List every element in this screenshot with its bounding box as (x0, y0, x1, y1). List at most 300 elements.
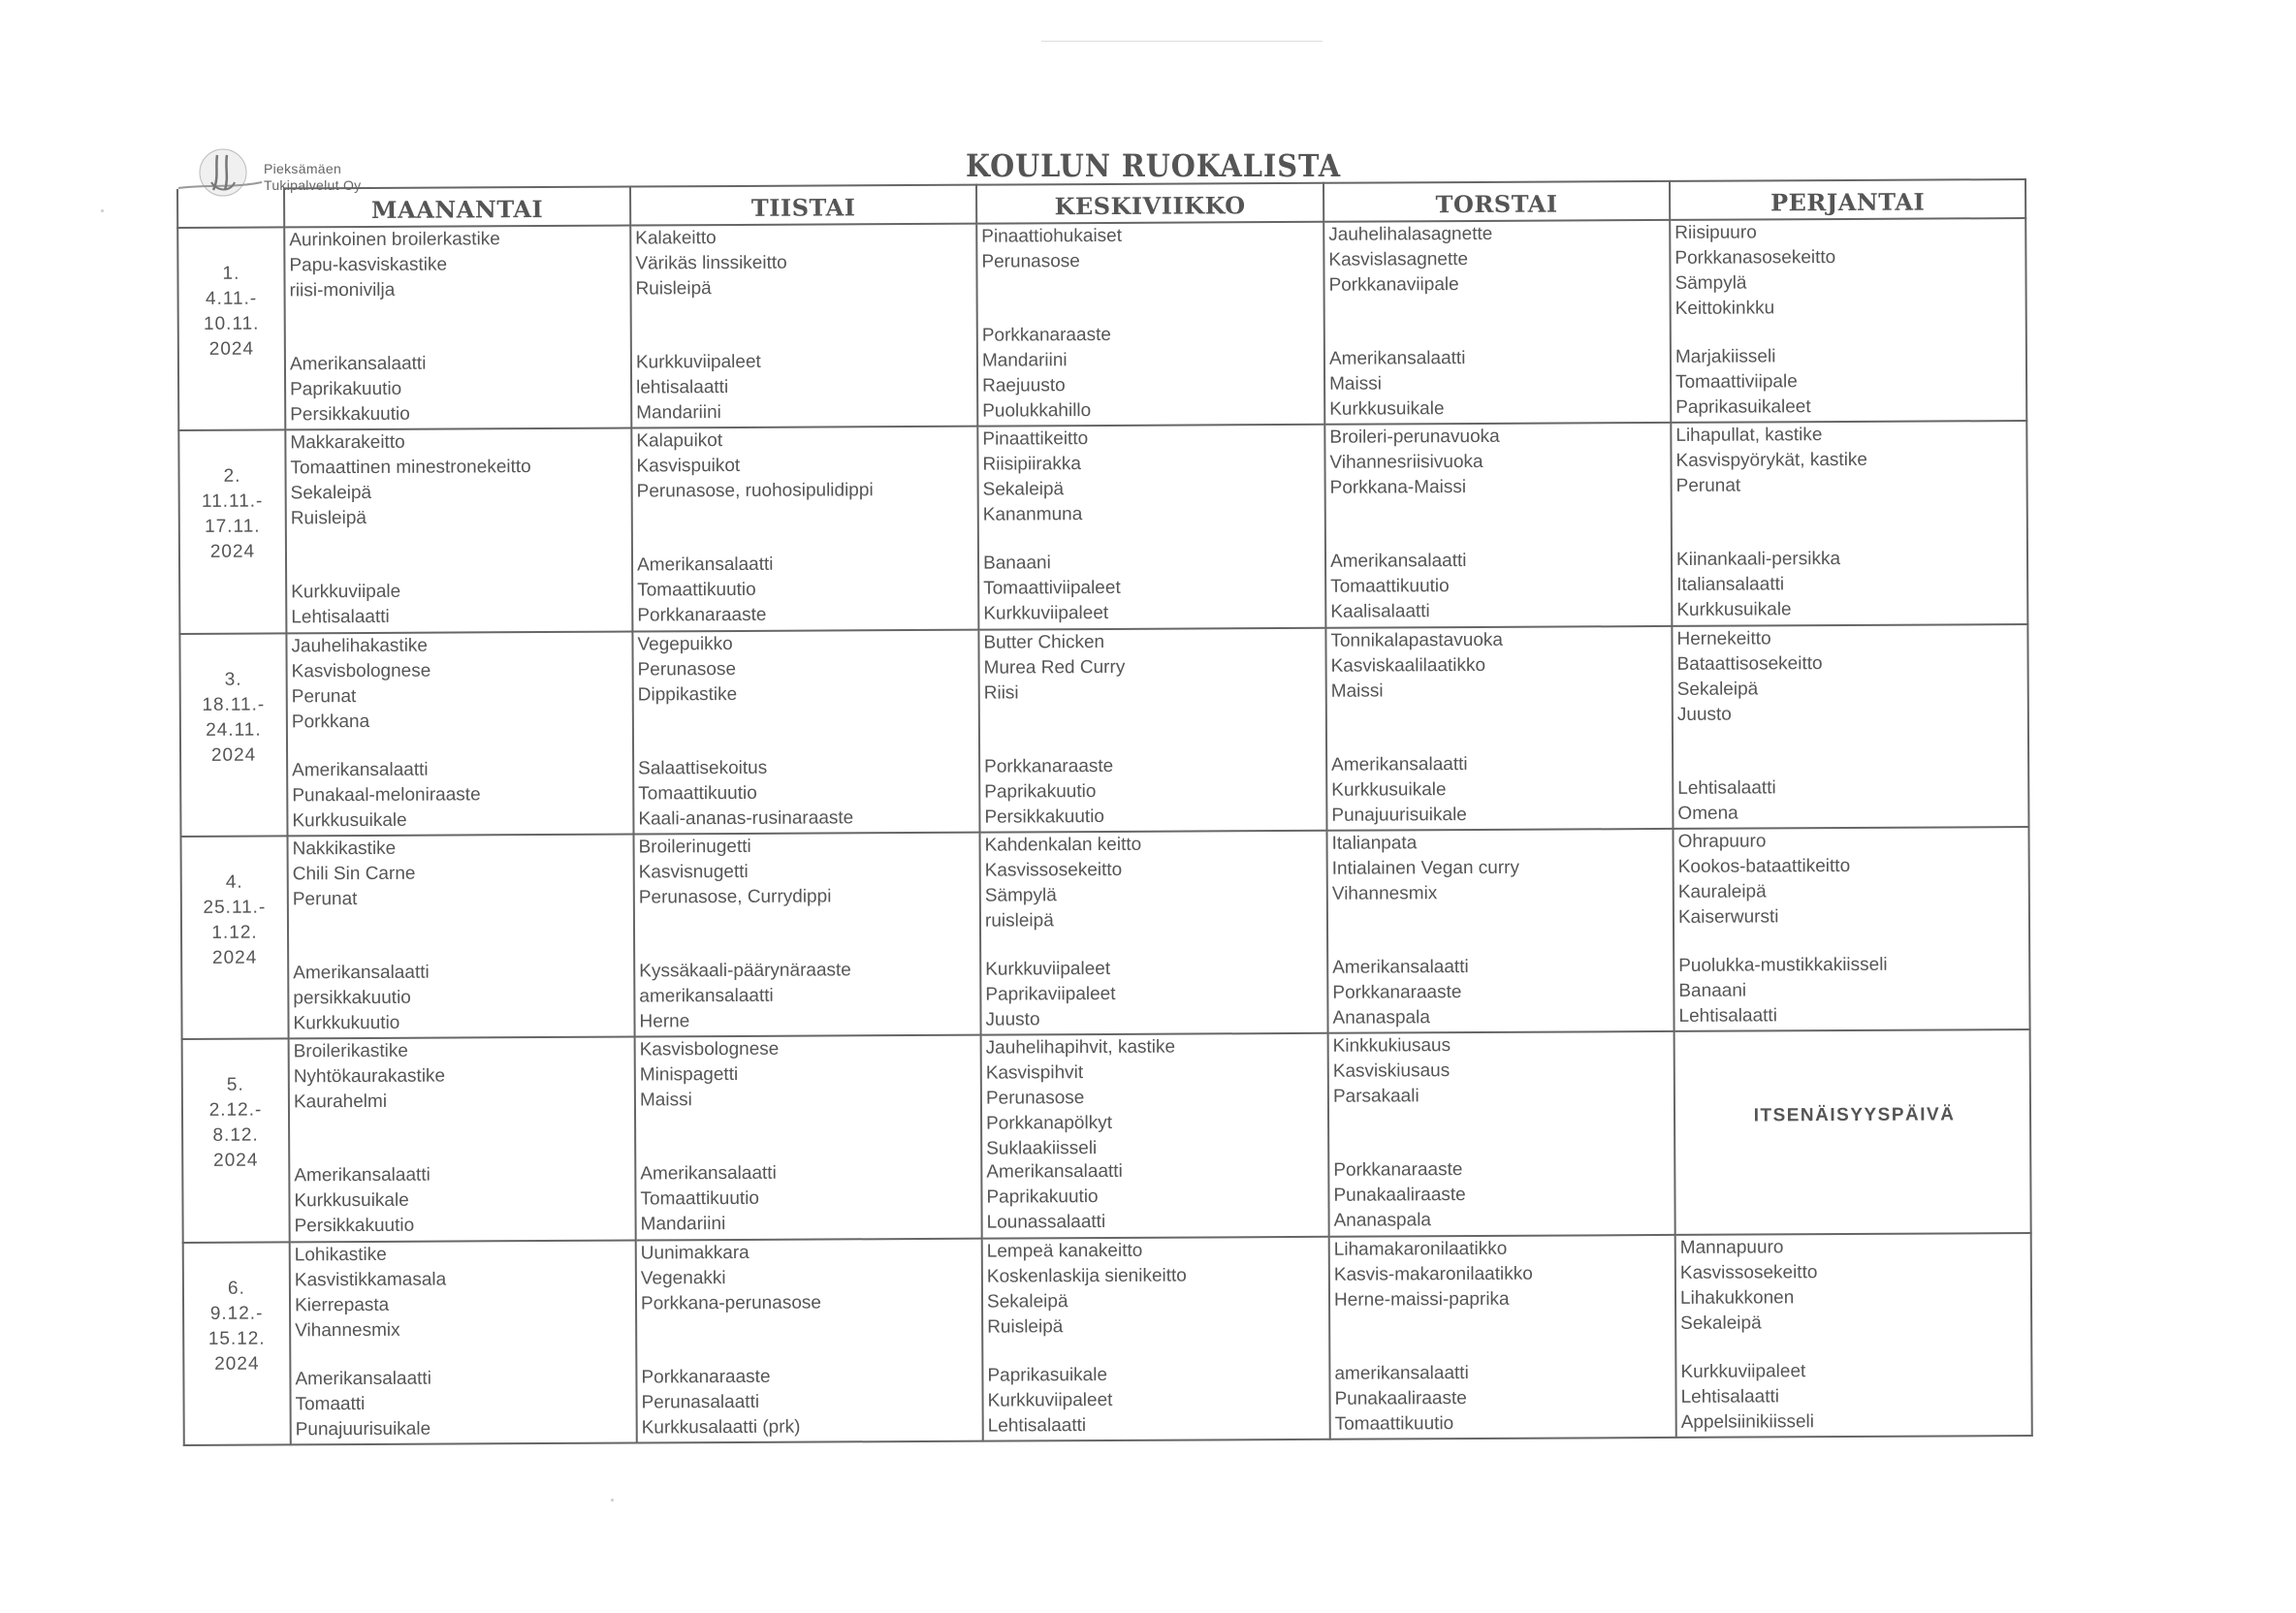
menu-item: Amerikansalaatti (986, 1161, 1123, 1183)
scan-speck (611, 1499, 614, 1502)
menu-item: Kauraleipä (1677, 881, 1767, 902)
menu-item: Lohikastike (294, 1244, 387, 1266)
day-cell (288, 835, 635, 1039)
day-cell (633, 833, 980, 1037)
menu-item: Kurkkukuutio (293, 1012, 400, 1034)
menu-item: Broilerinugetti (638, 836, 751, 858)
day-cell (977, 425, 1325, 629)
menu-item: amerikansalaatti (1334, 1362, 1469, 1384)
menu-item: Porkkana (291, 711, 370, 733)
side-dishes (983, 550, 1324, 627)
menu-item: Banaani (1678, 980, 1747, 1001)
menu-item: Raejuusto (982, 375, 1066, 396)
side-dishes (1678, 952, 2028, 1029)
menu-item: Kasviskaalilaatikko (1330, 654, 1486, 677)
menu-item: Perunasose (985, 1088, 1085, 1109)
menu-item: Amerikansalaatti (1331, 753, 1468, 775)
day-cell-content (641, 1239, 982, 1440)
main-dishes (290, 429, 631, 532)
menu-item: Kaiserwursti (1677, 906, 1779, 928)
menu-item: Porkkanaraaste (981, 324, 1111, 346)
main-dishes (635, 225, 975, 302)
week-range1: 25.11.- (203, 897, 267, 918)
day-cell (982, 1236, 1330, 1440)
menu-item: Kurkkusuikale (292, 809, 407, 832)
menu-item: Paprikakuutio (984, 780, 1097, 803)
day-cell-content (293, 836, 634, 1037)
menu-item: Punajuurisuikale (295, 1418, 431, 1440)
menu-item: Lihamakaronilaatikko (1333, 1238, 1508, 1260)
week-num: 2. (223, 465, 241, 488)
day-cell (284, 226, 631, 430)
day-cell (631, 427, 978, 631)
main-dishes (981, 223, 1323, 275)
day-cell (1328, 1031, 1675, 1236)
main-dishes (640, 1036, 980, 1114)
day-cell (1674, 1029, 2031, 1234)
week-num: 4. (225, 871, 243, 893)
menu-item: Lempeä kanakeitto (986, 1240, 1143, 1262)
side-dishes (290, 351, 630, 428)
day-cell (1325, 626, 1673, 831)
day-cell-content (1333, 1032, 1674, 1234)
menu-item: Herne-maissi-paprika (1333, 1288, 1510, 1311)
main-dishes (294, 1038, 634, 1116)
menu-item: Jauhelihalasagnette (1328, 223, 1493, 245)
side-dishes (984, 752, 1325, 830)
main-dishes (986, 1034, 1328, 1162)
menu-item: Mandariini (636, 402, 721, 424)
day-cell (1672, 624, 2028, 829)
menu-item: Tomaattikuutio (638, 782, 757, 805)
menu-item: Mandariini (981, 350, 1068, 371)
menu-item: Tomaattiviipaleet (983, 578, 1121, 599)
scan-artifact-line (1041, 41, 1323, 42)
menu-item: Jauhelihapihvit, kastike (985, 1036, 1176, 1059)
menu-item: Amerikansalaatti (289, 353, 427, 375)
menu-item: Kahdenkalan keitto (984, 834, 1142, 856)
day-cell (630, 224, 977, 428)
menu-item: Kasvispuikot (636, 456, 741, 477)
menu-item: Kyssäkaali-päärynäraaste (639, 960, 851, 982)
side-dishes (641, 1363, 981, 1440)
menu-item: Ananaspala (1333, 1210, 1432, 1232)
week-row (182, 1029, 2031, 1242)
menu-item: Kurkkuviipaleet (635, 351, 761, 373)
menu-item: Mannapuuro (1679, 1236, 1784, 1258)
week-range2: 17.11. (205, 516, 261, 538)
week-num: 5. (226, 1074, 244, 1096)
day-cell-content (294, 1038, 635, 1240)
main-dishes (1675, 422, 2025, 499)
menu-item: Punakaaliraaste (1334, 1387, 1467, 1409)
menu-item: Tomaattinen minestronekeitto (290, 457, 531, 479)
menu-item: Kinkkukiusaus (1332, 1035, 1451, 1058)
main-dishes (1680, 1234, 2031, 1337)
menu-item: Paprikakuutio (290, 378, 402, 400)
menu-item: Nyhtökaurakastike (293, 1065, 446, 1088)
menu-item: Kookos-bataattikeitto (1677, 855, 1851, 877)
menu-item: Kurkkuviipaleet (983, 603, 1109, 624)
menu-item: Porkkanaraaste (637, 605, 767, 626)
side-dishes (1676, 546, 2026, 623)
menu-item: Kasvisbolognese (639, 1039, 780, 1060)
menu-item: Makkarakeitto (290, 432, 405, 454)
day-cell (1673, 827, 2029, 1031)
menu-item: Kalapuikot (636, 430, 723, 452)
menu-item: Vegenakki (640, 1267, 726, 1289)
menu-item: Sekaleipä (1680, 1313, 1762, 1334)
week-row (179, 624, 2028, 837)
side-dishes (1680, 1358, 2030, 1436)
menu-item: Italiansalaatti (1676, 574, 1785, 596)
week-year: 2024 (213, 1150, 259, 1172)
day-cell-content (290, 429, 631, 631)
menu-item: Juusto (1676, 704, 1732, 725)
menu-item: Keittokinkku (1674, 298, 1775, 319)
week-range2: 15.12. (207, 1328, 266, 1349)
menu-item: Kurkkuviipale (291, 582, 401, 603)
menu-item: Porkkanaraaste (1332, 982, 1462, 1003)
menu-item: lehtisalaatti (636, 377, 729, 398)
week-num: 6. (227, 1278, 245, 1299)
menu-item: Sekaleipä (982, 479, 1065, 500)
week-row (178, 421, 2027, 633)
menu-item: Maissi (639, 1090, 692, 1111)
menu-item: Kasvispyörykät, kastike (1675, 450, 1868, 472)
day-cell-content (1328, 221, 1670, 423)
side-dishes (1330, 548, 1671, 625)
menu-item: Kurkkusalaatti (prk) (641, 1416, 801, 1439)
week-num: 3. (224, 669, 242, 690)
week-range1: 18.11.- (202, 694, 266, 715)
menu-item: Vegepuikko (637, 633, 733, 655)
menu-item: Lehtisalaatti (987, 1414, 1087, 1437)
menu-item: Kalakeitto (635, 228, 717, 249)
menu-item: Broileri-perunavuoka (1329, 427, 1500, 449)
menu-item: Intialainen Vegan curry (1331, 857, 1520, 879)
day-cell-content (291, 632, 632, 834)
side-dishes (1675, 343, 2025, 421)
week-range1: 4.11.- (205, 288, 258, 309)
day-cell-content (637, 630, 978, 832)
main-dishes (982, 426, 1324, 528)
menu-item: Minispagetti (639, 1064, 739, 1086)
menu-item: Perunat (291, 685, 357, 708)
day-cell-content (981, 223, 1323, 425)
menu-item: Pinaattiohukaiset (981, 225, 1123, 247)
menu-item: Perunat (292, 889, 358, 910)
menu-item: Mandariini (640, 1214, 726, 1235)
menu-item: Porkkanasosekeitto (1674, 247, 1836, 269)
day-cell (1329, 1235, 1676, 1439)
side-dishes (985, 956, 1326, 1033)
menu-item: Dippikastike (637, 683, 738, 706)
day-header: PERJANTAI (1670, 179, 2025, 220)
week-year: 2024 (210, 744, 257, 766)
side-dishes (295, 1365, 635, 1442)
side-dishes (987, 1361, 1328, 1439)
side-dishes (1332, 954, 1673, 1031)
menu-item: Kasvispihvit (985, 1062, 1084, 1084)
day-cell (976, 222, 1324, 427)
side-dishes (1677, 775, 2027, 827)
menu-item: Lounassalaatti (986, 1212, 1106, 1233)
menu-item: Aurinkoinen broilerkastike (289, 229, 500, 251)
menu-item: Kaalisalaatti (1330, 601, 1430, 623)
menu-item: Tomaatti (295, 1393, 366, 1415)
menu-item: Porkkana-Maissi (1329, 477, 1467, 499)
menu-item: Kurkkuviipaleet (1680, 1360, 1806, 1382)
company-name-line1: Pieksämäen (264, 161, 342, 176)
menu-item: amerikansalaatti (639, 985, 774, 1007)
menu-item: Lehtisalaatti (291, 607, 390, 628)
menu-item: ruisleipä (984, 910, 1054, 932)
menu-item: Koskenlaskija sienikeitto (986, 1265, 1187, 1287)
menu-item: Omena (1677, 803, 1738, 824)
menu-item: Puolukkahillo (982, 400, 1092, 422)
menu-item: Paprikasuikale (987, 1364, 1108, 1386)
week-label (182, 1039, 290, 1243)
menu-item: Perunasose (637, 658, 737, 680)
day-cell-content (1674, 219, 2025, 421)
menu-item: Herne (639, 1011, 690, 1032)
main-dishes (1679, 1030, 2029, 1032)
day-cell (286, 631, 633, 836)
menu-item: Bataattisosekeitto (1676, 652, 1823, 675)
day-cell-content (639, 834, 980, 1035)
menu-item: Kaurahelmi (293, 1091, 388, 1113)
main-dishes (1330, 627, 1671, 705)
day-cell (1670, 218, 2026, 423)
week-row (181, 827, 2030, 1039)
main-dishes (1677, 828, 2028, 931)
day-cell-content (1679, 1030, 2030, 1232)
menu-item: Butter Chicken (983, 631, 1105, 653)
menu-item: Salaattisekoitus (638, 757, 768, 779)
side-dishes (636, 349, 976, 427)
week-column-header (177, 188, 284, 228)
main-dishes (1674, 219, 2025, 322)
menu-item: Riisipuuro (1674, 222, 1757, 243)
week-year: 2024 (209, 541, 256, 563)
main-dishes (1331, 830, 1672, 907)
menu-item: Amerikansalaatti (636, 554, 774, 576)
menu-item: Tomaattikuutio (637, 580, 756, 601)
menu-item: Ruisleipä (290, 508, 367, 529)
side-dishes (637, 552, 977, 629)
menu-item: Kasvissosekeitto (984, 859, 1123, 881)
main-dishes (291, 632, 632, 735)
menu-item: Porkkana-perunasose (640, 1292, 821, 1314)
day-cell (978, 627, 1326, 832)
side-dishes (639, 958, 979, 1035)
day-cell (290, 1240, 637, 1444)
menu-item: Lehtisalaatti (1678, 1005, 1777, 1027)
week-label (178, 430, 286, 634)
scan-speck (101, 209, 104, 212)
menu-item: Amerikansalaatti (293, 962, 430, 984)
day-cell-content (987, 1237, 1329, 1439)
main-dishes (639, 834, 979, 911)
day-cell-content (1680, 1234, 2031, 1436)
menu-item: Chili Sin Carne (292, 863, 416, 885)
day-cell-content (1676, 625, 2027, 827)
page-title: KOULUN RUOKALISTA (966, 147, 1341, 184)
company-name-line2: Tukipalvelut Oy (264, 177, 362, 193)
menu-item: Kurkkusuikale (294, 1190, 409, 1212)
side-dishes (640, 1160, 980, 1238)
day-cell-content (1677, 828, 2028, 1029)
menu-item: Persikkakuutio (984, 806, 1105, 828)
menu-item: Paprikasuikaleet (1675, 396, 1811, 418)
week-range2: 8.12. (212, 1124, 259, 1147)
week-year: 2024 (214, 1353, 260, 1375)
side-dishes (638, 754, 978, 832)
menu-item: Persikkakuutio (294, 1216, 415, 1237)
menu-item: Maissi (1330, 680, 1384, 702)
menu-item: Amerikansalaatti (292, 759, 429, 781)
day-cell (1323, 220, 1671, 425)
main-dishes (1676, 625, 2027, 728)
menu-item: persikkakuutio (293, 987, 411, 1009)
menu-item: Kiinankaali-persikka (1675, 549, 1841, 571)
side-dishes (1329, 345, 1670, 423)
day-cell (285, 428, 632, 633)
menu-item: Riisi (983, 682, 1019, 704)
menu-item: Lihakukkonen (1679, 1286, 1795, 1309)
day-cell (981, 1033, 1329, 1238)
side-dishes (291, 579, 631, 631)
main-dishes (289, 227, 629, 304)
menu-item: Lihapullat, kastike (1675, 425, 1823, 447)
menu-item: Amerikansalaatti (1332, 957, 1469, 978)
menu-item: Tomaattikuutio (640, 1188, 760, 1210)
week-label (183, 1242, 291, 1445)
week-range2: 1.12. (211, 922, 258, 943)
menu-item: Porkkanaraaste (1333, 1159, 1463, 1182)
holiday-label: ITSENÄISYYSPÄIVÄ (1753, 1104, 1956, 1126)
menu-item: Paprikakuutio (986, 1186, 1099, 1208)
main-dishes (983, 628, 1324, 706)
menu-item: Kasviskiusaus (1332, 1060, 1451, 1083)
menu-item: Porkkanapölkyt (986, 1113, 1113, 1134)
main-dishes (1334, 1236, 1674, 1313)
menu-item: Paprikaviipaleet (985, 983, 1116, 1005)
menu-table (176, 178, 2033, 1446)
menu-item: Kurkkusuikale (1676, 599, 1792, 621)
menu-item: Perunasose (981, 251, 1080, 272)
side-dishes (293, 960, 633, 1037)
menu-item: Perunasalaatti (641, 1391, 760, 1413)
menu-item: Amerikansalaatti (640, 1163, 777, 1185)
menu-item: Punakaal-meloniraaste (292, 784, 481, 806)
day-cell-content (1331, 830, 1673, 1031)
menu-item: Ohrapuuro (1677, 831, 1767, 852)
menu-item: Hernekeitto (1676, 628, 1771, 649)
menu-item: Juusto (985, 1009, 1040, 1030)
menu-item: Punajuurisuikale (1331, 804, 1467, 826)
day-cell (1675, 1233, 2032, 1438)
menu-item: Puolukka-mustikkakiisseli (1678, 954, 1888, 976)
menu-item: Ananaspala (1332, 1007, 1430, 1028)
week-range2: 24.11. (206, 719, 262, 741)
menu-item: riisi-monivilja (289, 279, 396, 301)
day-cell-content (1330, 627, 1672, 829)
menu-item: Kurkkusuikale (1329, 398, 1445, 420)
menu-item: Kurkkuviipaleet (985, 958, 1111, 980)
day-header: KESKIVIIKKO (976, 183, 1323, 224)
main-dishes (987, 1237, 1329, 1340)
menu-item: Amerikansalaatti (1328, 348, 1466, 369)
day-cell (635, 1035, 982, 1240)
menu-item: Vihannesmix (1331, 883, 1438, 904)
week-range2: 10.11. (203, 313, 260, 334)
menu-item: Ruisleipä (987, 1315, 1064, 1338)
menu-item: Sekaleipä (290, 483, 372, 504)
menu-item: Kananmuna (982, 504, 1083, 525)
menu-item: Kasvissosekeitto (1679, 1261, 1818, 1283)
side-dishes (986, 1158, 1327, 1236)
day-cell-content (1329, 424, 1671, 625)
menu-item: Maissi (1329, 373, 1382, 395)
day-cell-content (984, 832, 1326, 1033)
menu-item: Suklaakiisseli (986, 1138, 1098, 1159)
day-cell (289, 1037, 636, 1242)
side-dishes (1334, 1360, 1674, 1438)
day-cell-content (983, 628, 1325, 830)
week-year: 2024 (208, 338, 255, 360)
menu-item: Porkkanaraaste (984, 755, 1114, 777)
menu-item: Vihannesmix (295, 1319, 400, 1342)
menu-item: Italianpata (1331, 833, 1418, 854)
week-range1: 11.11.- (201, 490, 264, 513)
menu-item: Tonnikalapastavuoka (1330, 629, 1503, 651)
menu-item: Sekaleipä (1676, 679, 1759, 700)
menu-item: Perunasose, Currydippi (638, 886, 832, 908)
day-cell-content (289, 227, 630, 428)
menu-item: Porkkanaviipale (1328, 274, 1459, 296)
menu-item: Appelsiinikiisseli (1680, 1410, 1815, 1433)
menu-item: Parsakaali (1332, 1086, 1419, 1108)
day-cell-content (1675, 422, 2026, 623)
day-cell-content (982, 426, 1324, 627)
menu-item: Pinaattikeitto (982, 428, 1089, 450)
day-header: MAANANTAI (284, 187, 630, 228)
week-row (177, 218, 2026, 430)
menu-item: Kasvislasagnette (1328, 249, 1469, 270)
day-cell (1324, 423, 1672, 627)
main-dishes (1333, 1032, 1674, 1110)
main-dishes (295, 1241, 636, 1344)
menu-item: Kierrepasta (294, 1294, 390, 1316)
menu-item: Kasvistikkamasala (294, 1269, 447, 1291)
menu-item: Kaali-ananas-rusinaraaste (638, 807, 854, 830)
day-cell-content (635, 225, 976, 427)
menu-item: Lehtisalaatti (1677, 777, 1776, 799)
side-dishes (294, 1162, 634, 1240)
menu-item: Broilerikastike (293, 1041, 408, 1062)
week-label (181, 836, 289, 1039)
menu-item: Kasvisnugetti (638, 861, 749, 883)
menu-item: Amerikansalaatti (294, 1164, 430, 1186)
day-cell (979, 831, 1327, 1035)
menu-item: Värikäs linssikeitto (635, 252, 787, 274)
menu-item: Amerikansalaatti (295, 1368, 431, 1390)
menu-item: Tomaattiviipale (1675, 371, 1798, 393)
menu-item: Sekaleipä (986, 1290, 1068, 1313)
side-dishes (1680, 1230, 2030, 1232)
